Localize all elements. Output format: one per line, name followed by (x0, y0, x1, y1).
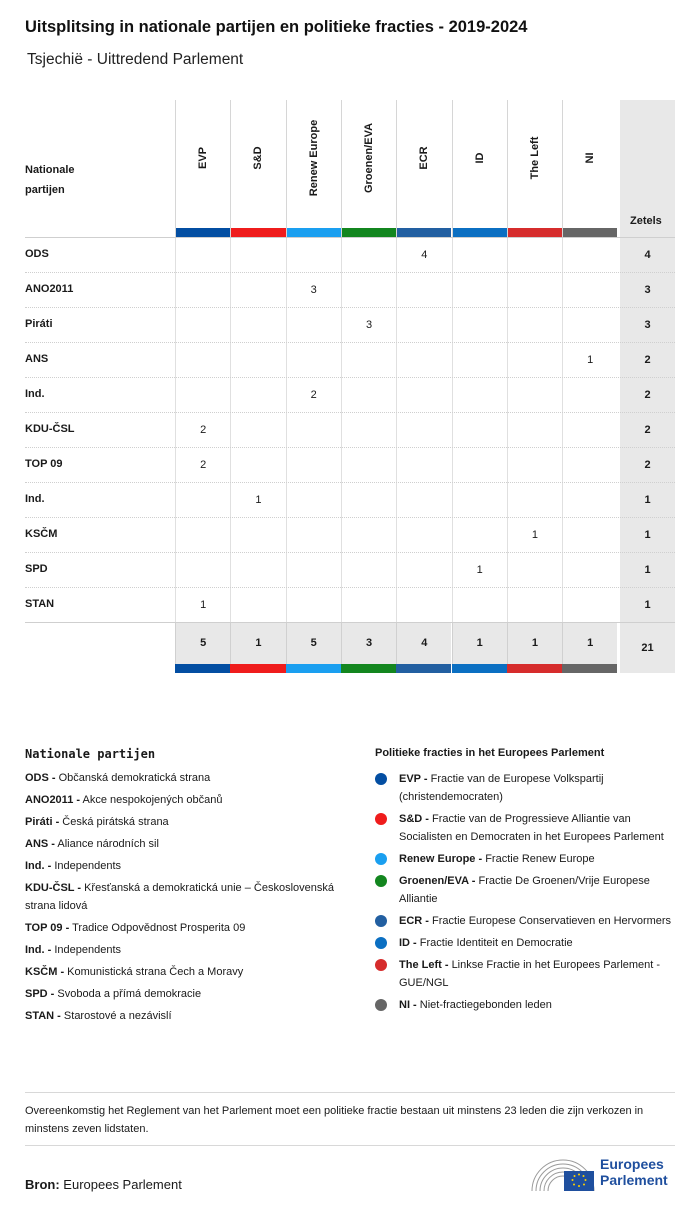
party-name: KDU-ČSL (25, 423, 75, 435)
logo-line-2: Parlement (600, 1172, 668, 1188)
group-total-cell: 5 (286, 623, 341, 664)
group-column-header (452, 100, 507, 237)
seat-cell (286, 343, 341, 378)
group-color-dot-icon (375, 853, 387, 865)
legend-abbr: Ind. - (25, 860, 52, 872)
political-groups-legend (375, 747, 675, 1018)
legend-abbr: KDU-ČSL - (25, 882, 82, 894)
legend-full-name: Fractie Europese Conservatieven en Hervormers (432, 915, 672, 927)
group-color-bar (396, 664, 451, 673)
group-total-cell: 1 (507, 623, 562, 664)
seat-cell (286, 518, 341, 553)
seat-cell (286, 448, 341, 483)
group-column-header (286, 100, 341, 237)
seat-cell (230, 378, 285, 413)
seat-cell (230, 588, 285, 623)
group-color-dot-icon (375, 773, 387, 785)
party-name: KSČM (25, 528, 58, 540)
group-color-bar (562, 664, 617, 673)
seat-cell (396, 483, 451, 518)
seat-cell (452, 308, 507, 343)
group-color-bar (176, 228, 230, 237)
table-row (25, 412, 675, 447)
legend-abbr: NI - (399, 999, 417, 1011)
seat-cell: 1 (175, 588, 230, 623)
seats-table (25, 100, 675, 672)
seat-cell (562, 518, 617, 553)
national-legend-heading: Nationale partijen (25, 747, 156, 761)
european-parliament-logo-icon (530, 1153, 596, 1193)
seat-cell (175, 553, 230, 588)
table-row (25, 377, 675, 412)
seat-cell (286, 553, 341, 588)
row-seats-total: 2 (620, 448, 675, 483)
group-color-bar (231, 228, 285, 237)
seat-cell (230, 413, 285, 448)
seat-cell (396, 553, 451, 588)
group-legend-item (375, 810, 675, 846)
seat-cell (230, 343, 285, 378)
seat-cell (507, 378, 562, 413)
seat-cell (507, 343, 562, 378)
table-row (25, 272, 675, 307)
seat-cell (562, 448, 617, 483)
seat-cell (230, 518, 285, 553)
legend-abbr: TOP 09 - (25, 922, 70, 934)
seat-cell (341, 483, 396, 518)
seat-cell (286, 588, 341, 623)
seat-cell (341, 518, 396, 553)
table-row (25, 482, 675, 517)
row-seats-total: 2 (620, 413, 675, 448)
legend-abbr: EVP - (399, 773, 428, 785)
legend-abbr: The Left - (399, 959, 449, 971)
seat-cell: 1 (452, 553, 507, 588)
seat-cell: 1 (507, 518, 562, 553)
table-row (25, 587, 675, 622)
party-name: Ind. (25, 388, 45, 400)
group-legend-item (375, 996, 675, 1014)
source-line (25, 1177, 182, 1192)
group-legend-item (375, 956, 675, 992)
party-name: ANO2011 (25, 283, 74, 295)
seat-cell (452, 518, 507, 553)
party-name: STAN (25, 598, 55, 610)
legend-full-name: Tradice Odpovědnost Prosperita 09 (72, 922, 246, 934)
national-legend-item (25, 963, 345, 981)
seat-cell (452, 238, 507, 273)
table-row (25, 342, 675, 377)
group-label: NI (584, 152, 597, 164)
party-name: TOP 09 (25, 458, 63, 470)
seat-cell (452, 413, 507, 448)
seat-cell (452, 378, 507, 413)
seat-cell (507, 238, 562, 273)
seat-cell (175, 273, 230, 308)
group-label: ECR (418, 146, 431, 170)
seat-cell (396, 588, 451, 623)
seat-cell: 1 (562, 343, 617, 378)
group-color-dot-icon (375, 937, 387, 949)
seat-cell (175, 238, 230, 273)
seat-cell (230, 448, 285, 483)
group-color-bar (507, 664, 562, 673)
seat-cell: 3 (286, 273, 341, 308)
group-color-bar (287, 228, 341, 237)
legend-abbr: Renew Europe - (399, 853, 483, 865)
group-legend-item (375, 850, 675, 868)
legend-full-name: Česká pirátská strana (62, 816, 169, 828)
seat-cell (396, 448, 451, 483)
seat-cell: 2 (175, 413, 230, 448)
footnote: Overeenkomstig het Reglement van het Parlement moet een politieke fractie bestaan uit minstens 23 leden die zijn verkozen in minstens zeven lidstaten. (25, 1092, 675, 1146)
group-legend-item (375, 912, 675, 930)
source-value: Europees Parlement (63, 1177, 182, 1192)
legend-abbr: ODS - (25, 772, 56, 784)
legend-full-name: Fractie van de Progressieve Alliantie van Socialisten en Democraten in het Europees Parlement (399, 813, 664, 843)
group-label: EVP (197, 146, 210, 170)
national-legend-item (25, 879, 345, 915)
seat-cell (562, 273, 617, 308)
seat-cell (507, 553, 562, 588)
national-legend-item (25, 857, 345, 875)
seat-cell (562, 483, 617, 518)
seat-cell (452, 343, 507, 378)
table-row (25, 237, 675, 272)
row-seats-total: 2 (620, 343, 675, 378)
national-legend-item (25, 985, 345, 1003)
legend-full-name: Independents (54, 860, 122, 872)
row-seats-total: 1 (620, 588, 675, 623)
legend-full-name: Niet-fractiegebonden leden (419, 999, 552, 1011)
seat-cell: 2 (175, 448, 230, 483)
seat-cell (562, 378, 617, 413)
seats-header-label: Zetels (630, 215, 662, 227)
seat-cell (341, 378, 396, 413)
legend-full-name: Linkse Fractie in het Europees Parlement - GUE/NGL (399, 959, 661, 989)
seat-cell (175, 308, 230, 343)
groups-legend-heading: Politieke fracties in het Europees Parlement (375, 747, 605, 759)
group-total-cell: 4 (396, 623, 451, 664)
national-legend-item (25, 813, 345, 831)
seat-cell (396, 518, 451, 553)
seat-cell (286, 238, 341, 273)
seat-cell (341, 588, 396, 623)
seat-cell: 2 (286, 378, 341, 413)
legend-full-name: Svoboda a přímá demokracie (57, 988, 202, 1000)
group-label: Groenen/EVA (363, 122, 376, 194)
logo-line-1: Europees (600, 1156, 664, 1172)
party-name: ANS (25, 353, 49, 365)
legend-abbr: ANO2011 - (25, 794, 81, 806)
seat-cell (452, 483, 507, 518)
group-color-bar (230, 664, 285, 673)
group-total-cell: 1 (452, 623, 507, 664)
legend-abbr: ANS - (25, 838, 55, 850)
european-parliament-logo (530, 1153, 680, 1193)
seat-cell (286, 413, 341, 448)
group-color-bar (452, 664, 507, 673)
party-name: ODS (25, 248, 49, 260)
row-seats-total: 1 (620, 483, 675, 518)
legend-abbr: ID - (399, 937, 417, 949)
group-legend-item (375, 770, 675, 806)
group-column-header (396, 100, 451, 237)
legend-full-name: Starostové a nezávislí (63, 1010, 172, 1022)
party-column-header: Nationale partijen (25, 164, 75, 196)
seat-cell (452, 273, 507, 308)
table-row (25, 447, 675, 482)
seat-cell (341, 413, 396, 448)
legend-full-name: Komunistická strana Čech a Moravy (67, 966, 244, 978)
legend-full-name: Independents (54, 944, 122, 956)
legend-abbr: KSČM - (25, 966, 65, 978)
party-name: Piráti (25, 318, 53, 330)
table-header (25, 100, 675, 237)
group-label: ID (473, 152, 486, 164)
legend-abbr: SPD - (25, 988, 55, 1000)
legend-abbr: STAN - (25, 1010, 61, 1022)
group-color-dot-icon (375, 959, 387, 971)
group-color-bar (286, 664, 341, 673)
group-legend-item (375, 872, 675, 908)
row-seats-total: 4 (620, 238, 675, 273)
national-legend-item (25, 791, 345, 809)
row-seats-total: 1 (620, 553, 675, 588)
group-label: The Left (528, 136, 541, 180)
group-color-bar (453, 228, 507, 237)
group-color-dot-icon (375, 915, 387, 927)
seat-cell (507, 308, 562, 343)
legend-full-name: Fractie van de Europese Volkspartij (christendemocraten) (399, 773, 604, 803)
seat-cell (396, 378, 451, 413)
group-total-cell: 1 (562, 623, 617, 664)
legend-abbr: Groenen/EVA - (399, 875, 476, 887)
legend-full-name: Akce nespokojených občanů (82, 794, 223, 806)
party-name: Ind. (25, 493, 45, 505)
seat-cell (175, 343, 230, 378)
national-legend-item (25, 835, 345, 853)
group-label: Renew Europe (307, 119, 320, 197)
seat-cell (562, 238, 617, 273)
seat-cell: 4 (396, 238, 451, 273)
table-row (25, 517, 675, 552)
seat-cell (230, 308, 285, 343)
national-legend-item (25, 769, 345, 787)
seat-cell (341, 343, 396, 378)
group-total-cell: 3 (341, 623, 396, 664)
group-color-bar (341, 664, 396, 673)
legend-abbr: S&D - (399, 813, 429, 825)
seat-cell (396, 343, 451, 378)
table-row (25, 307, 675, 342)
page-title: Uitsplitsing in nationale partijen en politieke fracties - 2019-2024 (25, 18, 528, 36)
seat-cell (341, 553, 396, 588)
legend-full-name: Fractie Identiteit en Democratie (419, 937, 573, 949)
seat-cell (452, 588, 507, 623)
group-column-header (341, 100, 396, 237)
seat-cell (175, 378, 230, 413)
national-legend-item (25, 919, 345, 937)
row-seats-total: 2 (620, 378, 675, 413)
group-color-bar (175, 664, 230, 673)
legend-full-name: Aliance národních sil (57, 838, 159, 850)
group-column-header (562, 100, 617, 237)
group-legend-item (375, 934, 675, 952)
legend-abbr: Piráti - (25, 816, 60, 828)
national-parties-legend (25, 747, 345, 1029)
seat-cell (452, 448, 507, 483)
grand-total-seats: 21 (620, 623, 675, 673)
row-seats-total: 1 (620, 518, 675, 553)
seat-cell: 3 (341, 308, 396, 343)
group-color-bar (563, 228, 617, 237)
legend-abbr: ECR - (399, 915, 429, 927)
national-legend-item (25, 1007, 345, 1025)
seats-column-header (620, 100, 675, 237)
seat-cell (562, 308, 617, 343)
legend-full-name: Občanská demokratická strana (58, 772, 211, 784)
page-subtitle: Tsjechië - Uittredend Parlement (27, 51, 244, 68)
seat-cell (230, 553, 285, 588)
legend-abbr: Ind. - (25, 944, 52, 956)
seat-cell (396, 273, 451, 308)
seat-cell (507, 448, 562, 483)
group-column-header (175, 100, 230, 237)
group-color-dot-icon (375, 875, 387, 887)
seat-cell (507, 483, 562, 518)
source-label: Bron: (25, 1177, 60, 1192)
seat-cell (507, 413, 562, 448)
group-color-bar (397, 228, 451, 237)
seat-cell (507, 588, 562, 623)
row-seats-total: 3 (620, 308, 675, 343)
group-color-bar (508, 228, 562, 237)
seat-cell (396, 413, 451, 448)
seat-cell (341, 448, 396, 483)
seat-cell (507, 273, 562, 308)
legend-full-name: Fractie Renew Europe (485, 853, 595, 865)
seat-cell (562, 413, 617, 448)
table-row (25, 552, 675, 587)
group-color-bar (342, 228, 396, 237)
legend-full-name: Křesťanská a demokratická unie – Československá strana lidová (25, 882, 334, 912)
group-column-header (507, 100, 562, 237)
seat-cell (286, 308, 341, 343)
seat-cell (396, 308, 451, 343)
seat-cell (175, 518, 230, 553)
seat-cell (175, 483, 230, 518)
totals-row (25, 622, 675, 672)
group-label: S&D (252, 146, 265, 170)
seat-cell (286, 483, 341, 518)
group-total-cell: 5 (175, 623, 230, 664)
group-column-header (230, 100, 285, 237)
seat-cell (230, 238, 285, 273)
seat-cell: 1 (230, 483, 285, 518)
national-legend-item (25, 941, 345, 959)
group-total-cell: 1 (230, 623, 285, 664)
party-name: SPD (25, 563, 48, 575)
seat-cell (562, 553, 617, 588)
seat-cell (341, 238, 396, 273)
row-seats-total: 3 (620, 273, 675, 308)
seat-cell (341, 273, 396, 308)
legend-full-name: Fractie De Groenen/Vrije Europese Alliantie (399, 875, 650, 905)
seat-cell (562, 588, 617, 623)
group-color-dot-icon (375, 999, 387, 1011)
seat-cell (230, 273, 285, 308)
group-color-dot-icon (375, 813, 387, 825)
